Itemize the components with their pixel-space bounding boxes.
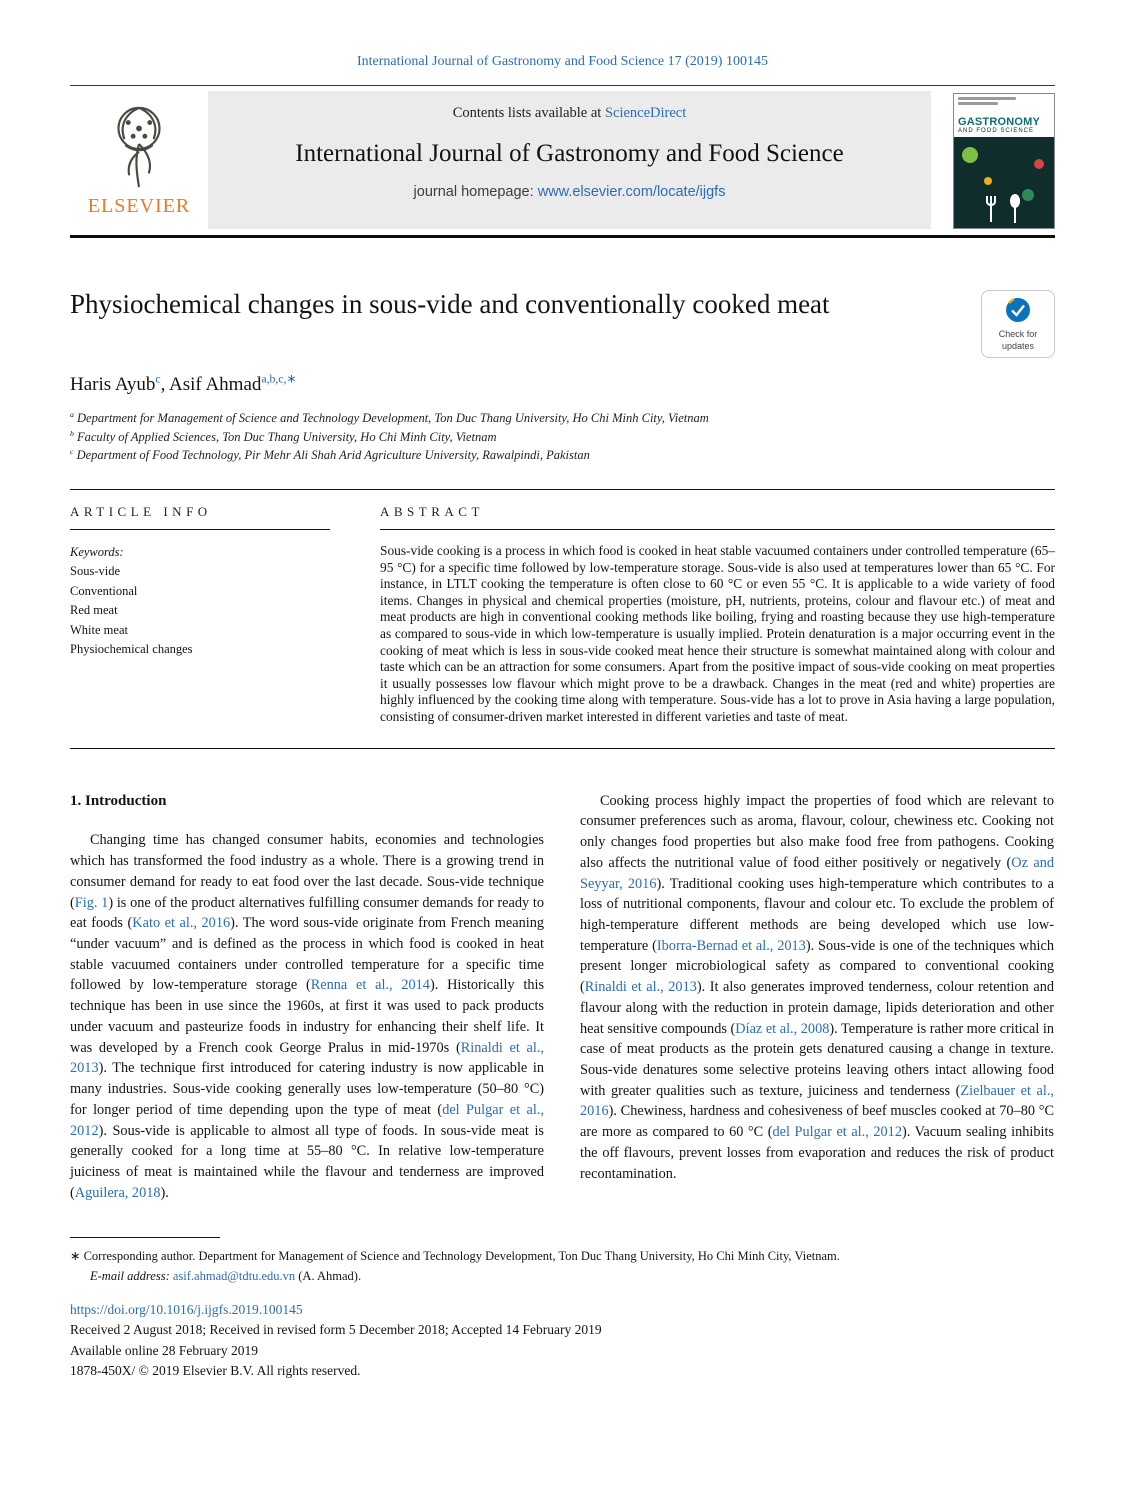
body-column-right	[580, 791, 1054, 1204]
cover-title-line1: GASTRONOMY	[958, 116, 1041, 128]
text-run: (A. Ahmad).	[295, 1268, 362, 1283]
email-link[interactable]: asif.ahmad@tdtu.edu.vn	[172, 1268, 296, 1283]
text-run: ). It also generates improved tenderness, colour retention and flavour along with the reduction in protein damage, lipids deterioration and other heat sensitive compounds (	[580, 979, 1054, 1037]
article-info-heading: ARTICLE INFO	[70, 504, 212, 519]
title-row	[70, 288, 1055, 358]
affiliation-item	[70, 446, 1055, 465]
cover-top-band	[954, 94, 1054, 115]
footnote-block	[70, 1237, 1055, 1286]
citation-link[interactable]: Rinaldi et al., 2013	[70, 1039, 544, 1077]
affiliations	[70, 409, 1055, 465]
article-title: Physiochemical changes in sous-vide and conventionally cooked meat	[70, 289, 830, 319]
citation-link[interactable]: Díaz et al., 2008	[735, 1020, 830, 1037]
masthead-panel	[208, 91, 931, 229]
citation-link[interactable]: del Pulgar et al., 2012	[772, 1124, 902, 1141]
elsevier-wordmark: ELSEVIER	[87, 195, 191, 217]
author-affiliation-ref[interactable]: a,b,c,∗	[261, 372, 297, 386]
homepage-prefix: journal homepage:	[413, 184, 538, 200]
article-info-rule	[70, 529, 330, 530]
cover-title	[954, 115, 1054, 137]
citation-link[interactable]: Zielbauer et al., 2016	[580, 1082, 1054, 1120]
abstract-heading: ABSTRACT	[380, 504, 484, 519]
sciencedirect-link[interactable]: ScienceDirect	[604, 105, 687, 121]
text-run: Department of Food Technology, Pir Mehr Ali Shah Arid Agriculture University, Rawalpindi, Pakistan	[73, 448, 590, 463]
abstract-column	[380, 504, 1055, 726]
journal-cover	[953, 91, 1055, 229]
doi-link[interactable]: https://doi.org/10.1016/j.ijgfs.2019.100145	[70, 1302, 303, 1318]
crossmark-icon	[1005, 297, 1031, 323]
abstract-text: Sous-vide cooking is a process in which food is cooked in heat stable vacuumed containers under controlled temperature (65–95 °C) for a specific time followed by low-temperature storage. Sous-vide is also used at temperatures lower than 65 °C. For instance, in LTLT cooking the temperature is often close to 60 °C or even 55 °C. It is applicable to a wide variety of food items. Changes in physical and chemical properties (moisture, pH, nutrients, proteins, colour and flavour etc.) of meat and meat products are high in conventional cooking methods like boiling, frying and roasting because they use high-temperature as compared to sous-vide in which low-temperature is usually implied. Protein denaturation is a major occurring event in the cooking of meat which is less in sous-vide cooked meat hence their structure is somewhat maintained along with colour and taste which can be an attraction for some consumers. Apart from the positive impact of sous-vide cooking on meat properties it usually possesses low flavour which might prove to be a drawback. Changes in the meat (red and white) properties are highly influenced by the cooking time along with temperature. Sous-vide has a lot to prove in Asia having a large population, consisting of consumer-driven market interested in different varieties and taste of meat.	[380, 543, 1055, 725]
text-run: ). Historically this technique has been in use since the 1960s, at first it was used to pack products under vacuum and pasteurize foods in industry for enhancing their shelf life. It was developed by a French cook George Pralus in mid-1970s (	[70, 977, 545, 1056]
intro-paragraph-right	[580, 791, 1054, 1185]
citation-link[interactable]: Aguilera, 2018	[74, 1184, 161, 1201]
cover-title-line2: AND FOOD SCIENCE	[958, 128, 1035, 134]
text-run: ∗ Corresponding author. Department for Management of Science and Technology Development, Ton Duc Thang University, Ho Chi Minh City, Vietnam.	[70, 1249, 840, 1264]
citation-link[interactable]: Renna et al., 2014	[310, 977, 430, 994]
text-run: , Asif Ahmad	[160, 373, 262, 395]
copyright-line: 1878-450X/ © 2019 Elsevier B.V. All rights reserved.	[70, 1362, 361, 1378]
contents-line	[216, 105, 923, 122]
text-run: Haris Ayub	[70, 373, 156, 395]
publication-details	[70, 1300, 1055, 1381]
journal-masthead	[70, 85, 1055, 238]
contents-prefix: Contents lists available at	[452, 105, 605, 121]
affiliation-item	[70, 428, 1055, 447]
text-run: a	[70, 409, 74, 419]
cover-artwork	[954, 137, 1054, 228]
text-run: ). Sous-vide is applicable to almost all type of foods. In sous-vide meat is generally cooked for a long time at 55–80 °C. In relative low-temperature juiciness of meat is maintained while the flavour and tenderness are improved (	[70, 1122, 544, 1201]
check-for-updates-badge[interactable]	[981, 290, 1055, 358]
text-run: ). The word sous-vide originate from French meaning “under vacuum” and is defined as the process in which food is cooked in heat stable vacuumed containers under controlled temperature for a specific time followed by low-temperature storage (	[70, 915, 544, 994]
text-run: Faculty of Applied Sciences, Ton Duc Thang University, Ho Chi Minh City, Vietnam	[73, 429, 497, 444]
masthead-journal-title: International Journal of Gastronomy and Food Science	[295, 140, 844, 167]
footnote-divider	[70, 1237, 220, 1238]
check-badge-label: Check for updates	[998, 329, 1038, 351]
text-run: ). Temperature is rather more critical in case of meat products as the protein gets denatured causing a change in texture. Sous-vide denatures some selective proteins leaving others intact allowing food with greater qualities such as texture, juiciness and tenderness (	[580, 1020, 1055, 1099]
email-line	[70, 1267, 1055, 1286]
text-run: ).	[160, 1184, 169, 1201]
figure-link[interactable]: Fig. 1	[74, 894, 109, 911]
text-run: Department for Management of Science and Technology Development, Ton Duc Thang University, Ho Chi Minh City, Vietnam	[73, 410, 709, 425]
section-heading-introduction: 1. Introduction	[70, 792, 167, 809]
authors-line	[70, 374, 1055, 396]
text-run: ). Traditional cooking uses high-temperature which contributes to a loss of nutritional components, flavour and colour etc. To exclude the problem of high-temperature different methods are being developed which use low-temperature (	[580, 875, 1054, 954]
citation-link[interactable]: Iborra-Bernad et al., 2013	[656, 937, 806, 954]
text-run: b	[70, 428, 74, 438]
abstract-rule	[380, 529, 1055, 530]
keyword-item: White meat	[70, 622, 128, 637]
text-run: ). Chewiness, hardness and cohesiveness of beef muscles cooked at 70–80 °C are more as compared to 60 °C (	[580, 1103, 1054, 1141]
homepage-link[interactable]: www.elsevier.com/locate/ijgfs	[537, 184, 726, 200]
text-run: Changing time has changed consumer habits, economies and technologies which has transformed the food industry as a whole. There is a growing trend in consumer demand for ready to eat food over the last decade. Sous-vide technique (	[70, 832, 544, 911]
text-run: ). Vacuum sealing inhibits the off flavours, prevent losses from evaporation and reduces the risk of product recontamination.	[580, 1124, 1054, 1182]
citation-link[interactable]: Rinaldi et al., 2013	[584, 979, 697, 996]
text-run: c	[70, 447, 74, 457]
journal-cover-image	[953, 93, 1055, 229]
corresponding-author-note	[70, 1247, 1055, 1266]
homepage-line	[216, 184, 923, 200]
elsevier-logo	[70, 91, 208, 229]
info-abstract-section	[70, 489, 1055, 749]
keywords-list	[70, 562, 330, 659]
keyword-item: Conventional	[70, 583, 138, 598]
elsevier-tree-icon	[96, 101, 182, 191]
fork-and-spoon-icon	[981, 194, 1027, 224]
text-run: ). The technique first introduced for catering industry is now applicable in many industries. Sous-vide cooking generally uses low-temperature (50–80 °C) for longer period of time depending upon the type of meat (	[70, 1060, 544, 1118]
text-run: ). Sous-vide is one of the techniques which present longer microbiological safety as compared to conventional cooking (	[580, 937, 1054, 996]
available-online-line: Available online 28 February 2019	[70, 1342, 258, 1358]
text-run: ) is one of the product alternatives fulfilling consumer demands for ready to eat foods (	[70, 894, 544, 932]
keyword-item: Sous-vide	[70, 564, 120, 579]
text-run: Cooking process highly impact the properties of food which are relevant to consumer preferences such as aroma, flavour, colour, chewiness etc. Cooking not only changes food properties but also make food free from pathogens. Cooking also affects the nutritional value of food either positively or negatively (	[580, 792, 1054, 871]
keyword-item: Red meat	[70, 603, 118, 618]
intro-paragraph-left	[70, 830, 544, 1203]
citation-header[interactable]: International Journal of Gastronomy and Food Science 17 (2019) 100145	[357, 54, 768, 69]
author-affiliation-ref[interactable]: c	[155, 372, 161, 386]
citation-link[interactable]: Oz and Seyyar, 2016	[580, 854, 1054, 892]
affiliation-item	[70, 409, 1055, 428]
body-column-left	[70, 791, 544, 1204]
article-body	[70, 791, 1055, 1204]
citation-link[interactable]: del Pulgar et al., 2012	[70, 1101, 544, 1139]
received-line: Received 2 August 2018; Received in revised form 5 December 2018; Accepted 14 February 2019	[70, 1322, 602, 1338]
keyword-item: Physiochemical changes	[70, 641, 193, 656]
article-info-column	[70, 504, 330, 726]
keywords-block	[70, 543, 330, 659]
keywords-label: Keywords:	[70, 545, 124, 559]
citation-link[interactable]: Kato et al., 2016	[132, 915, 231, 932]
text-run: E-mail address:	[90, 1268, 173, 1283]
